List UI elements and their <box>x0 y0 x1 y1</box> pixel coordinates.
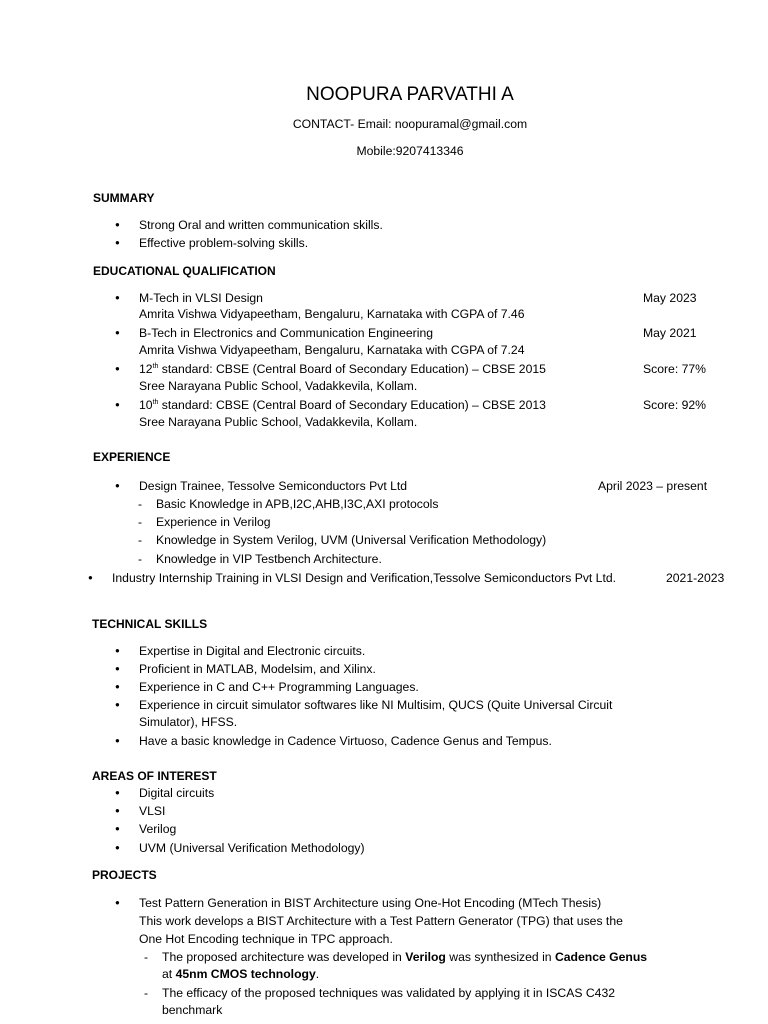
project-description: One Hot Encoding technique in TPC approach. <box>139 932 393 946</box>
contact-email: CONTACT- Email: noopuramal@gmail.com <box>292 117 528 131</box>
summary-heading: SUMMARY <box>93 191 155 205</box>
education-item-detail: Amrita Vishwa Vidyapeetham, Bengaluru, Karnataka with CGPA of 7.24 <box>139 343 525 357</box>
grade-suffix: th <box>152 398 159 406</box>
summary-item: ● Effective problem-solving skills. <box>139 235 308 251</box>
grade-number: 12 <box>139 362 153 376</box>
areas-of-interest-heading: AREAS OF INTEREST <box>92 769 217 783</box>
interest-item: ● VLSI <box>139 803 165 819</box>
skill-item: ● Proficient in MATLAB, Modelsim, and Xilinx. <box>139 661 376 677</box>
education-item-score: Score: 92% <box>643 398 707 412</box>
education-item-date: May 2023 <box>643 291 697 305</box>
candidate-name: NOOPURA PARVATHI A <box>306 84 514 105</box>
project-point-text: was synthesized in <box>445 950 555 964</box>
project-point-bold: Verilog <box>405 950 446 964</box>
education-item-title <box>139 397 546 413</box>
job-duty-item: - Knowledge in System Verilog, UVM (Universal Verification Methodology) <box>156 532 546 548</box>
project-point <box>162 949 647 965</box>
grade-suffix: th <box>152 362 159 370</box>
job-date: April 2023 – present <box>598 479 708 493</box>
project-title: ● Test Pattern Generation in BIST Architecture using One-Hot Encoding (MTech Thesis) <box>139 895 601 911</box>
experience-heading: EXPERIENCE <box>93 450 171 464</box>
education-item-title: ● B-Tech in Electronics and Communication Engineering <box>139 325 433 341</box>
job-title: ● Design Trainee, Tessolve Semiconductors Pvt Ltd <box>139 478 407 494</box>
projects-heading: PROJECTS <box>92 868 157 882</box>
project-point-continued <box>162 966 319 982</box>
education-item-detail: Sree Narayana Public School, Vadakkevila, Kollam. <box>139 379 418 393</box>
project-description: This work develops a BIST Architecture with a Test Pattern Generator (TPG) that uses the <box>139 914 623 928</box>
education-item-title: ● M-Tech in VLSI Design <box>139 290 263 306</box>
project-point: - The efficacy of the proposed techniques was validated by applying it in ISCAS C432 <box>162 985 615 1001</box>
education-heading: EDUCATIONAL QUALIFICATION <box>93 264 276 278</box>
job-duty-item: - Basic Knowledge in APB,I2C,AHB,I3C,AXI protocols <box>156 496 438 512</box>
education-item-detail: Sree Narayana Public School, Vadakkevila, Kollam. <box>139 415 418 429</box>
project-point-bold: Cadence Genus <box>554 950 648 964</box>
skill-item: ● Experience in circuit simulator softwares like NI Multisim, QUCS (Quite Universal Circuit <box>139 697 612 713</box>
technical-skills-heading: TECHNICAL SKILLS <box>92 617 208 631</box>
grade-number: 10 <box>139 398 153 412</box>
summary-item: ● Strong Oral and written communication skills. <box>139 217 383 233</box>
interest-item: ● Digital circuits <box>139 785 214 801</box>
education-item-title <box>139 361 546 377</box>
internship-title: ● Industry Internship Training in VLSI Design and Verification,Tessolve Semiconductors Pvt Ltd. <box>112 570 616 586</box>
project-point-text: . <box>315 967 320 981</box>
interest-item: ● Verilog <box>139 821 176 837</box>
skill-item: ● Expertise in Digital and Electronic circuits. <box>139 643 365 659</box>
interest-item: ● UVM (Universal Verification Methodology) <box>139 840 365 856</box>
grade-text: standard: CBSE (Central Board of Secondary Education) – CBSE 2013 <box>158 398 546 412</box>
skill-item-continued: Simulator), HFSS. <box>139 715 238 729</box>
project-point-text: The proposed architecture was developed in <box>162 950 406 964</box>
contact-mobile: Mobile:9207413346 <box>356 144 464 158</box>
skill-item: ● Have a basic knowledge in Cadence Virtuoso, Cadence Genus and Tempus. <box>139 733 552 749</box>
project-point-text: at <box>162 967 176 981</box>
education-item-score: Score: 77% <box>643 362 707 376</box>
internship-date: 2021-2023 <box>666 571 725 585</box>
project-point-bold: 45nm CMOS technology <box>175 967 316 981</box>
grade-text: standard: CBSE (Central Board of Secondary Education) – CBSE 2015 <box>158 362 546 376</box>
education-item-detail: Amrita Vishwa Vidyapeetham, Bengaluru, Karnataka with CGPA of 7.46 <box>139 307 525 321</box>
project-point-continued: benchmark <box>162 1003 223 1017</box>
skill-item: ● Experience in C and C++ Programming Languages. <box>139 679 419 695</box>
education-item-date: May 2021 <box>643 326 697 340</box>
job-duty-item: - Knowledge in VIP Testbench Architecture. <box>156 551 382 567</box>
job-duty-item: - Experience in Verilog <box>156 514 271 530</box>
